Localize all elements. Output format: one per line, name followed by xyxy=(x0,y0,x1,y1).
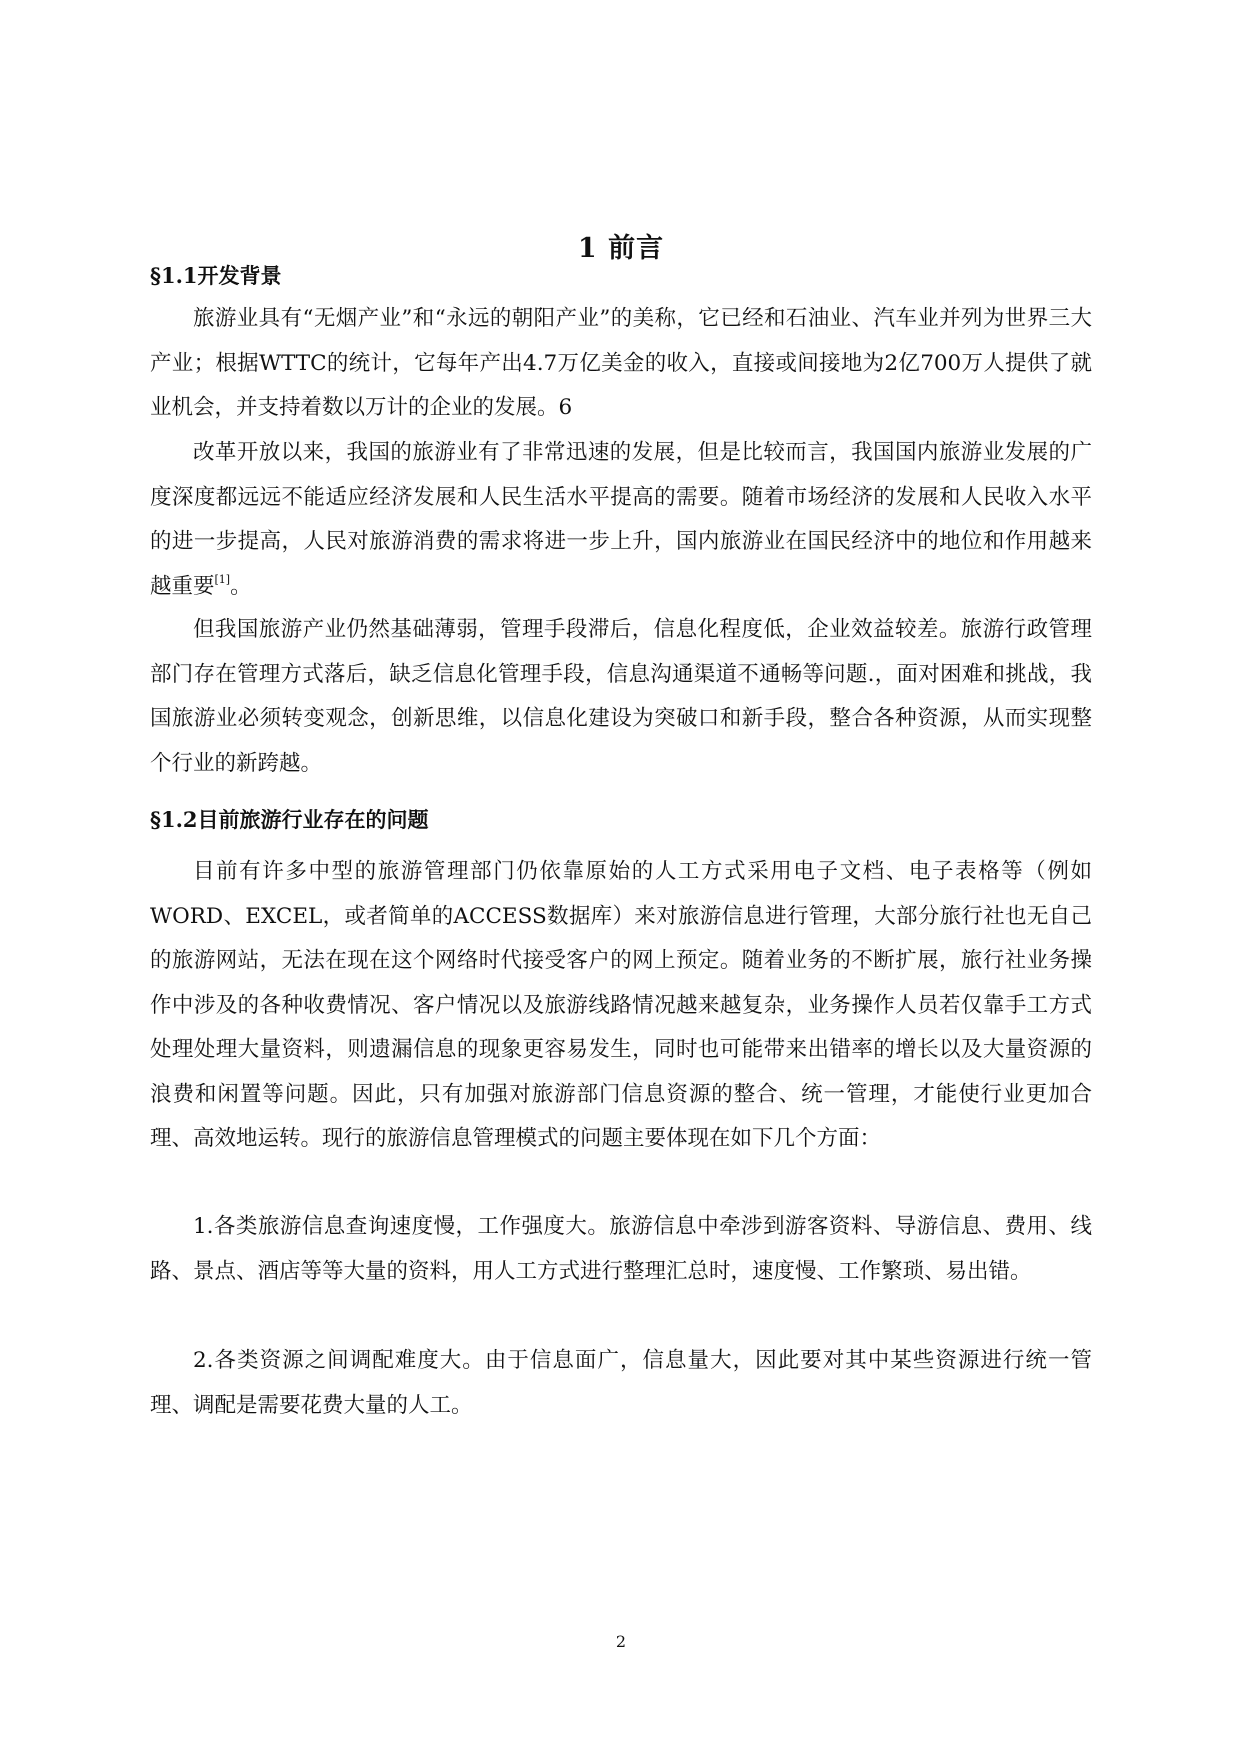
document-page xyxy=(150,0,1092,1754)
citation-marker: [1] xyxy=(214,572,231,586)
list-item: 2.各类资源之间调配难度大。由于信息面广，信息量大，因此要对其中某些资源进行统一管理、调配是需要花费大量的人工。 xyxy=(150,1348,1092,1418)
chapter-title: 1 前言 xyxy=(577,233,665,264)
paragraph-end-punctuation: 。 xyxy=(230,573,252,599)
paragraph-text: 改革开放以来，我国的旅游业有了非常迅速的发展，但是比较而言，我国国内旅游业发展的广度深度都远远不能适应经济发展和人民生活水平提高的需要。随着市场经济的发展和人民收入水平的进一步提高，人民对旅游消费的需求将进一步上升，国内旅游业在国民经济中的地位和作用越来越重要 xyxy=(150,440,1092,599)
paragraph: 但我国旅游产业仍然基础薄弱，管理手段滞后，信息化程度低，企业效益较差。旅游行政管理部门存在管理方式落后，缺乏信息化管理手段，信息沟通渠道不通畅等问题.，面对困难和挑战，我国旅游业必须转变观念，创新思维，以信息化建设为突破口和新手段，整合各种资源，从而实现整个行业的新跨越。 xyxy=(150,617,1092,776)
paragraph: 旅游业具有“无烟产业”和“永远的朝阳产业”的美称，它已经和石油业、汽车业并列为世界三大产业；根据WTTC的统计，它每年产出4.7万亿美金的收入，直接或间接地为2亿700万人提供了就业机会，并支持着数以万计的企业的发展。6 xyxy=(150,306,1092,420)
section-heading-1-2: §1.2目前旅游行业存在的问题 xyxy=(150,807,429,832)
list-item: 1.各类旅游信息查询速度慢，工作强度大。旅游信息中牵涉到游客资料、导游信息、费用、线路、景点、酒店等等大量的资料，用人工方式进行整理汇总时，速度慢、工作繁琐、易出错。 xyxy=(150,1214,1092,1284)
section-heading-1-1: §1.1开发背景 xyxy=(150,263,282,288)
page-number: 2 xyxy=(615,1632,627,1651)
paragraph xyxy=(150,431,1092,609)
paragraph: 目前有许多中型的旅游管理部门仍依靠原始的人工方式采用电子文档、电子表格等（例如WORD、EXCEL，或者简单的ACCESS数据库）来对旅游信息进行管理，大部分旅行社也无自己的旅游网站，无法在现在这个网络时代接受客户的网上预定。随着业务的不断扩展，旅行社业务操作中涉及的各种收费情况、客户情况以及旅游线路情况越来越复杂，业务操作人员若仅靠手工方式处理处理大量资料，则遗漏信息的现象更容易发生，同时也可能带来出错率的增长以及大量资源的浪费和闲置等问题。因此，只有加强对旅游部门信息资源的整合、统一管理，才能使行业更加合理、高效地运转。现行的旅游信息管理模式的问题主要体现在如下几个方面： xyxy=(150,859,1092,1151)
